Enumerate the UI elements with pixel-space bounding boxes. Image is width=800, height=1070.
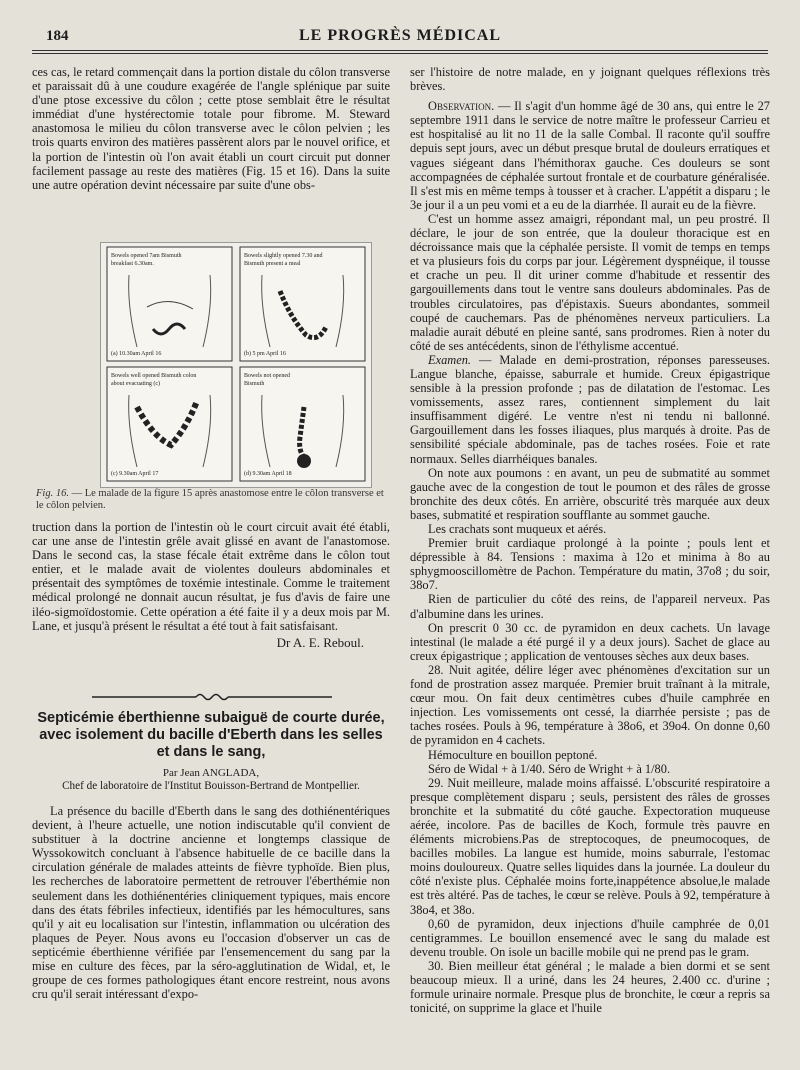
panel-c	[107, 367, 232, 481]
svg-text:Bowels well opened Bismuth col: Bowels well opened Bismuth colon	[111, 373, 197, 379]
caption-label: Fig. 16.	[36, 488, 69, 499]
paragraph: 0,60 de pyramidon, deux injections d'huile camphrée de 0,01 centigrammes. Le bouillon ensemencé avec le sang du malade est devenu trouble. On isole un bacille mobile qui ne prend pas le gram.	[410, 916, 770, 959]
author-signature: Dr A. E. Reboul.	[276, 634, 364, 650]
svg-text:(b) 5 pm April 16: (b) 5 pm April 16	[244, 351, 286, 357]
observation-label: Observation.	[428, 99, 495, 114]
svg-text:Bismuth: Bismuth	[244, 381, 265, 387]
page-number: 184	[46, 28, 69, 44]
svg-text:breakfast 6.30am.: breakfast 6.30am.	[111, 261, 154, 267]
paragraph: La présence du bacille d'Eberth dans le sang des dothiénentériques devient, à l'heure actuelle, une notion indiscutable qu'il convient de substituer à la doctrine ancienne et longtemps classique de Wyssokowitch concluant à l'absence habituelle de ce bacille dans la circulation générale de malades atteints de fièvre typhoïde. Bien plus, les recherches de laboratoire permettent de retrouver l'éberthémie non seulement dans les dothiénentéries cliniquement typiques, mais encore dans des états fébriles infectieux, identifiés par les hémocultures, sans qu'il y ait eu localisation sur l'intestin, inflammation ou ulcération des plaques de Peyer. Nous avons eu l'occasion d'observer un cas de septicémie éberthienne vérifiée par l'ensemencement du sang par la mise en culture des fèces, par la séro-agglutination de Widal, et, le groupe de ces formes pathologiques étant encore restreint, nous avons cru qu'il serait intéressant d'expo-	[32, 804, 390, 1002]
article-byline	[32, 767, 390, 793]
panel-a-top: Bowels opened 7am Bismuth	[111, 253, 182, 259]
svg-text:about evacuating (c): about evacuating (c)	[111, 381, 160, 387]
paragraph: ser l'histoire de notre malade, en y joignant quelques réflexions très brèves.	[410, 65, 770, 94]
figure-caption	[36, 488, 386, 512]
author-affiliation: Chef de laboratoire de l'Institut Bouisson-Bertrand de Montpellier.	[62, 780, 360, 792]
svg-text:(c) 9.30am April 17: (c) 9.30am April 17	[111, 471, 159, 477]
paragraph: ces cas, le retard commençait dans la portion distale du côlon transverse et paraissait dû à une coudure exagérée de l'angle splénique par suite d'une ptose excessive du côlon ; cette ptose semblait être le résultat immédiat d'une hystérectomie totale pour fibrome. M. Steward anastomosa le milieu du côlon transverse avec le côlon pelvien ; les trois quarts environ des matières passèrent alors par le nouvel orifice, et la portion de l'intestin où l'on avait établi un court circuit put donner facilement passage au reste des matières (Fig. 15 et 16). Dans la suite une autre opération devint nécessaire par suite d'une obs-	[32, 65, 390, 192]
left-column-middle	[32, 520, 390, 651]
header-rule-2	[32, 53, 768, 54]
author-name: Par Jean ANGLADA,	[162, 767, 260, 779]
exam-label: Examen.	[428, 352, 472, 367]
paragraph: Séro de Widal + à 1/40. Séro de Wright + à 1/80.	[428, 761, 671, 776]
panel-d	[240, 367, 365, 481]
svg-text:Bismuth present a meal: Bismuth present a meal	[244, 261, 301, 267]
paragraph: truction dans la portion de l'intestin où le court circuit avait été établi, car une anse de l'intestin grêle avait glissé en avant de l'anastomose. Dans le second cas, la stase fécale était extrême dans le côlon tout entier, et le malade avait de violentes douleurs abdominales et présentait des symptômes de toxémie intestinale. Comme le traitement médical prolongé ne donnait aucun résultat, je fus d'avis de faire une iléo-sigmoïdostomie. Cette opération a été faite il y a deux mois par M. Lane, et jusqu'à présent le résultat a été tout à fait satisfaisant.	[32, 520, 390, 633]
paragraph: Premier bruit cardiaque prolongé à la pointe ; pouls lent et dépressible à 84. Tensions : maxima à 12o et minima à 8o au sphygmooscillomètre de Pachon. Température du matin, 37o8 ; du soir, 38o7.	[410, 536, 770, 593]
panel-b	[240, 247, 365, 361]
header-rule	[32, 50, 768, 51]
paragraph: On prescrit 0 30 cc. de pyramidon en deux cachets. Un lavage intestinal (le malade a été purgé il y a deux jours). Sachet de glace au creux épigastrique ; application de ventouses sèches aux deux bases.	[410, 620, 770, 663]
svg-text:(a) 10.30am April 16: (a) 10.30am April 16	[111, 351, 162, 357]
exam-text: — Malade en demi-prostration, réponses paresseuses. Langue blanche, épaisse, saburrale et humide. Creux épigastrique sensible à la pression profonde ; pas de dilatation de l'estomac. Les vomissements, assez rares, contiennent simplement du lait insuffisamment digéré. Le ventre n'est ni tendu ni ballonné. Gargouillement dans les fosses iliaques, plus marqués à droite. Pas de sensibilité spéciale abdominale, pas de taches rosées. Foie et rate normaux. Selles diarrhéiques banales.	[410, 352, 770, 466]
observation-text: — Il s'agit d'un homme âgé de 30 ans, qui entre le 27 septembre 1911 dans le service de notre maître le professeur Carrieu et est hospitalisé au lit no 11 de la salle Combal. Il raconte qu'il souffre depuis sept jours, avec un début presque brutal de douleurs erratiques et vagues siégeant dans l'hémithorax gauche. Ces douleurs se sont accompagnées de céphalée surtout frontale et de courbature généralisée. Il s'est mis en même temps à tousser et à cracher. L'appétit a disparu ; le 3e jour il a un peu vomi et a eu de la diarrhée. Il aurait eu de la fièvre.	[410, 99, 770, 212]
paragraph: 29. Nuit meilleure, malade moins affaissé. L'obscurité respiratoire a presque complètement disparu ; seuls, persistent des râles de grosses bronchite et la submatité du côté gauche. Expectoration muqueuse aérée, incolore. Pas de bacilles de Koch, formule très pauvre en éléments microbiens.Pas de streptocoques, de pneumocoques, de bacilles mobiles. La langue est humide, moins saburrale, l'estomac moins douloureux. Quatre selles liquides dans la journée. La douleur du côté n'existe plus. Céphalée moins forte,inappétence absolue,le malade est très altéré. Pas de taches, le cœur se relève. Pouls à 92, température à 38o4, et 38o.	[410, 775, 770, 917]
paragraph: Hémoculture en bouillon peptoné.	[428, 747, 598, 762]
svg-text:(d) 9.30am April 18: (d) 9.30am April 18	[244, 471, 292, 477]
paragraph: C'est un homme assez amaigri, répondant mal, un peu prostré. Il déclare, le jour de son entrée, que la douleur thoracique est en décroissance mais que la céphalée persiste. Il vomit de temps en temps et va plusieurs fois du corps par jour. Légèrement dyspnéique, il tousse et crache un peu. Il dit uriner comme d'habitude et ressentir des gargouillements dans tout le ventre sans douleurs abdominales. Pas de troubles circulatoires, pas d'épistaxis. Sueurs abondantes, sommeil coupé de cauchemars. Pas de phénomènes nerveux particuliers. La maladie aurait débuté en pleine santé, sans prodromes. Rien à noter du côté de ses antécédents, sinon de l'éthylisme accentué.	[410, 211, 770, 353]
paragraph: 28. Nuit agitée, délire léger avec phénomènes d'excitation sur un fond de prostration assez marquée. Premier bruit traînant à la mitrale, cœur mou. On fait deux centimètres cubes d'huile camphrée en injection. Les vomissements ont cessé, la diarrhée persiste ; pas de taches rosées. Pouls à 96, température à 38o6, et 39o4. On donne 0,60 de pyramidon en 4 cachets.	[410, 662, 770, 748]
figure-radiographs	[100, 242, 372, 488]
journal-title: LE PROGRÈS MÉDICAL	[298, 27, 502, 44]
paragraph: 30. Bien meilleur état général ; le malade a bien dormi et se sent beaucoup mieux. Il a uriné, dans les 24 heures, 2.400 cc. d'urine ; formule urinaire normale. Presque plus de bronchite, le cœur a repris sa tonicité, on supprime la glace et l'huile	[410, 958, 770, 1016]
panel-a	[107, 247, 232, 361]
paragraph: Les crachats sont muqueux et aérés.	[428, 522, 607, 536]
right-column	[410, 65, 770, 1015]
svg-text:Bowels not opened: Bowels not opened	[244, 373, 290, 379]
paragraph: On note aux poumons : en avant, un peu de submatité au sommet gauche avec de la congestion de tout le poumon et des râles de grosse bronchite des deux côtés. En arrière, obscurité très marquée aux deux bases, submatité et respiration soufflante au sommet gauche.	[410, 465, 770, 522]
left-column-bottom	[32, 804, 390, 1001]
page-header	[32, 22, 768, 52]
paragraph: Rien de particulier du côté des reins, de l'appareil nerveux. Pas d'albumine dans les urines.	[410, 592, 770, 621]
left-column-top	[32, 65, 390, 192]
article-title: Septicémie éberthienne subaiguë de courte durée, avec isolement du bacille d'Eberth dans les selles et dans le sang,	[37, 710, 385, 760]
paragraph-observation	[410, 99, 770, 212]
paragraph-exam	[410, 353, 770, 466]
caption-text: — Le malade de la figure 15 après anastomose entre le côlon transverse et le côlon pelvien.	[36, 488, 384, 511]
svg-text:Bowels slightly opened 7.30 an: Bowels slightly opened 7.30 and	[244, 253, 323, 259]
ornament-divider	[92, 692, 332, 702]
